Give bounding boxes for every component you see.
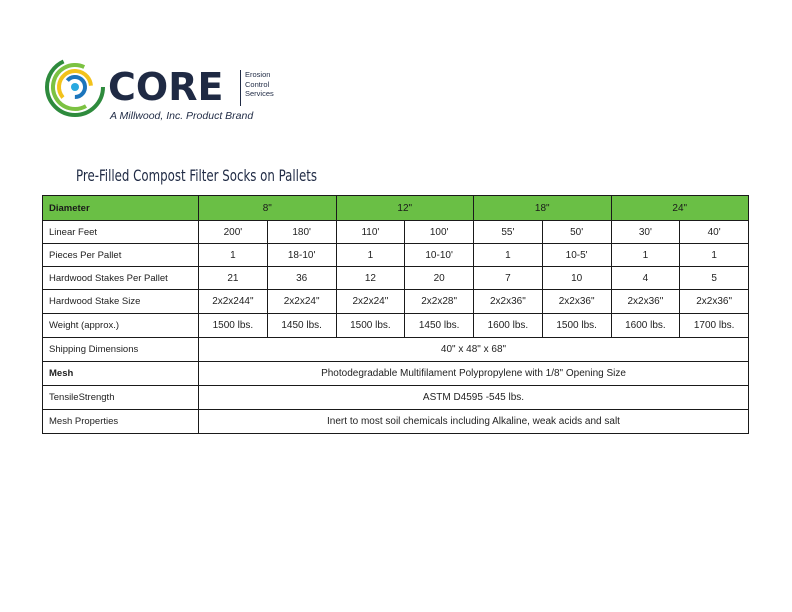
header-size: 18" bbox=[474, 196, 612, 221]
table-row bbox=[43, 314, 749, 338]
header-label: Diameter bbox=[43, 196, 199, 221]
table-cell: 40' bbox=[680, 221, 749, 244]
row-label: TensileStrength bbox=[43, 386, 199, 410]
table-cell: 55' bbox=[474, 221, 543, 244]
brand-sub-line: Services bbox=[245, 89, 274, 98]
table-cell: 1450 lbs. bbox=[267, 314, 336, 338]
table-cell: 1 bbox=[199, 244, 268, 267]
table-cell: 1 bbox=[336, 244, 405, 267]
table-cell: Photodegradable Multifilament Polypropylene with 1/8" Opening Size bbox=[199, 362, 749, 386]
table-cell: 2x2x28" bbox=[405, 290, 474, 314]
table-row bbox=[43, 221, 749, 244]
table-cell: 10-10' bbox=[405, 244, 474, 267]
table-cell: 2x2x24" bbox=[336, 290, 405, 314]
table-cell: 1500 lbs. bbox=[199, 314, 268, 338]
swirl-logo-icon bbox=[44, 56, 106, 118]
table-cell: 100' bbox=[405, 221, 474, 244]
table-cell: 5 bbox=[680, 267, 749, 290]
table-cell: 50' bbox=[542, 221, 611, 244]
brand-sub-line: Control bbox=[245, 79, 270, 89]
table-cell: 1600 lbs. bbox=[611, 314, 680, 338]
table-cell: 110' bbox=[336, 221, 405, 244]
table-cell: 7 bbox=[474, 267, 543, 290]
table-cell: 4 bbox=[611, 267, 680, 290]
table-cell: 1 bbox=[474, 244, 543, 267]
table-cell: 2x2x36" bbox=[474, 290, 543, 314]
table-cell: 18-10' bbox=[267, 244, 336, 267]
table-cell: 10 bbox=[542, 267, 611, 290]
table-cell: 2x2x36" bbox=[611, 290, 680, 314]
row-label: Mesh bbox=[43, 362, 199, 386]
table-cell: 200' bbox=[199, 221, 268, 244]
table-cell: 2x2x244" bbox=[199, 290, 268, 314]
table-cell: 1 bbox=[611, 244, 680, 267]
table-cell: 2x2x36" bbox=[680, 290, 749, 314]
table-cell: 2x2x36" bbox=[542, 290, 611, 314]
brand-sub-line: Erosion bbox=[245, 70, 271, 79]
row-label: Linear Feet bbox=[43, 221, 199, 244]
row-label: Hardwood Stakes Per Pallet bbox=[43, 267, 199, 290]
table-cell: 1450 lbs. bbox=[405, 314, 474, 338]
row-label: Pieces Per Pallet bbox=[43, 244, 199, 267]
brand-divider bbox=[240, 70, 241, 106]
table-cell: 30' bbox=[611, 221, 680, 244]
table-header-row bbox=[43, 196, 749, 221]
page-title: Pre-Filled Compost Filter Socks on Pallets bbox=[76, 166, 317, 185]
table-cell: 20 bbox=[405, 267, 474, 290]
table-cell: 10-5' bbox=[542, 244, 611, 267]
row-label: Hardwood Stake Size bbox=[43, 290, 199, 314]
table-cell: 1500 lbs. bbox=[336, 314, 405, 338]
table-row bbox=[43, 386, 749, 410]
table-cell: 1500 lbs. bbox=[542, 314, 611, 338]
table-cell: 12 bbox=[336, 267, 405, 290]
table-cell: 21 bbox=[199, 267, 268, 290]
brand-subtitle bbox=[245, 70, 274, 99]
table-row bbox=[43, 267, 749, 290]
table-cell: 1600 lbs. bbox=[474, 314, 543, 338]
table-cell: 36 bbox=[267, 267, 336, 290]
table-row bbox=[43, 338, 749, 362]
table-cell: 1700 lbs. bbox=[680, 314, 749, 338]
spec-table bbox=[42, 195, 749, 434]
table-cell: Inert to most soil chemicals including Alkaline, weak acids and salt bbox=[199, 410, 749, 434]
table-cell: 1 bbox=[680, 244, 749, 267]
row-label: Weight (approx.) bbox=[43, 314, 199, 338]
core-logo bbox=[44, 56, 294, 126]
header-size: 8" bbox=[199, 196, 337, 221]
row-label: Shipping Dimensions bbox=[43, 338, 199, 362]
table-row bbox=[43, 290, 749, 314]
table-row bbox=[43, 362, 749, 386]
table-row bbox=[43, 410, 749, 434]
table-cell: 2x2x24" bbox=[267, 290, 336, 314]
row-label: Mesh Properties bbox=[43, 410, 199, 434]
table-cell: 180' bbox=[267, 221, 336, 244]
table-cell: ASTM D4595 -545 lbs. bbox=[199, 386, 749, 410]
header-size: 12" bbox=[336, 196, 474, 221]
table-row bbox=[43, 244, 749, 267]
header-size: 24" bbox=[611, 196, 749, 221]
brand-name: CORE bbox=[108, 65, 224, 109]
brand-tagline: A Millwood, Inc. Product Brand bbox=[110, 110, 254, 122]
table-cell: 40" x 48" x 68" bbox=[199, 338, 749, 362]
